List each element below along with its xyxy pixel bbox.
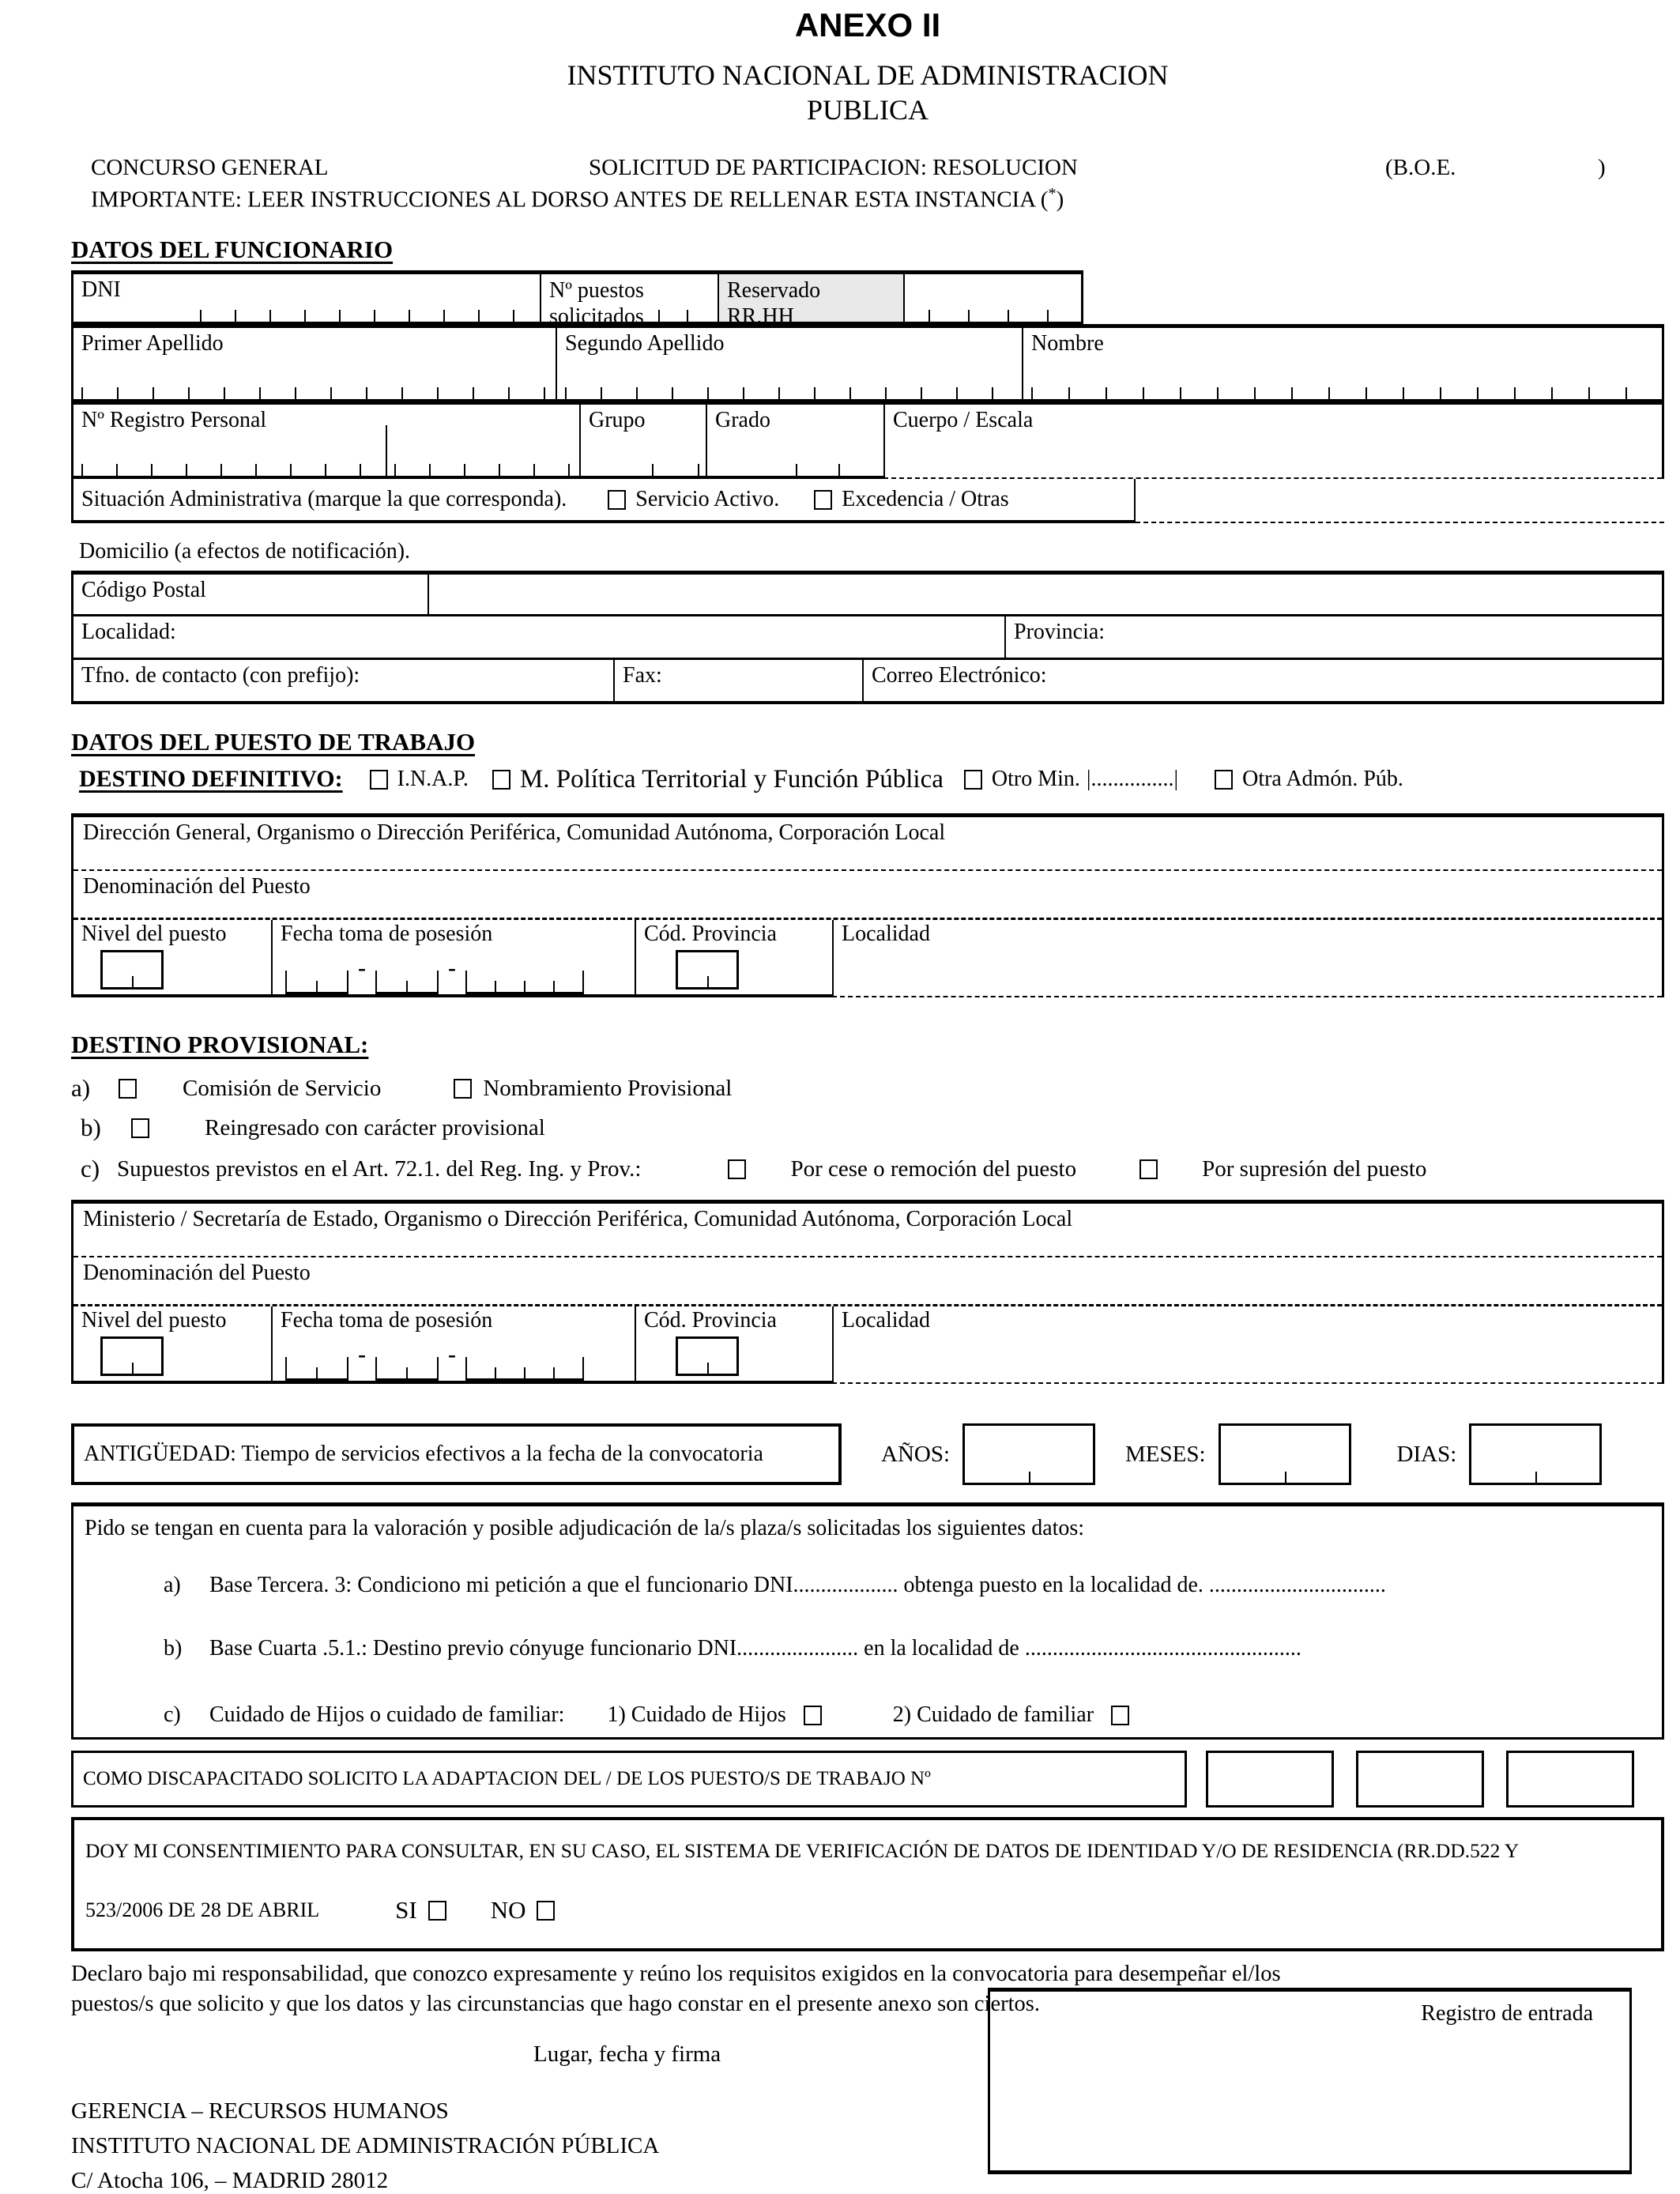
cuerpo-escala-field[interactable] — [883, 405, 1662, 479]
ministerio-secretaria-label: Ministerio / Secretaría de Estado, Organismo o Dirección Periférica, Comunidad Autónoma, Corporación Local — [83, 1207, 1073, 1231]
checkbox-por-supresion[interactable] — [1139, 1159, 1158, 1179]
fecha-year-comb-1 — [465, 971, 584, 994]
direccion-general-field[interactable] — [73, 817, 1662, 871]
footer-line2: INSTITUTO NACIONAL DE ADMINISTRACIÓN PÚBLICA — [71, 2133, 660, 2158]
fax-label: Fax: — [623, 663, 662, 688]
nivel-row-1 — [73, 920, 1662, 997]
primer-apellido-comb — [81, 387, 549, 399]
meses-box[interactable] — [1219, 1423, 1351, 1485]
checkbox-inap[interactable] — [370, 770, 388, 790]
cod-provincia-box-2[interactable] — [676, 1336, 739, 1376]
segundo-apellido-comb — [565, 387, 1015, 399]
discapacitado-row — [71, 1751, 1664, 1808]
checkbox-cuidado-hijos[interactable] — [804, 1706, 822, 1725]
correo-field[interactable] — [864, 660, 1662, 701]
localidad-puesto-label-2: Localidad — [842, 1308, 930, 1333]
otro-ministerio-dots-field[interactable]: |...............| — [1086, 767, 1179, 791]
grado-comb — [796, 464, 877, 476]
valoracion-option-b — [85, 1636, 1651, 1661]
reservado-label-line2: RR.HH — [727, 304, 794, 329]
reservado-value-cell[interactable] — [903, 274, 1081, 322]
denominacion-puesto-field-1[interactable] — [73, 871, 1662, 920]
dias-box[interactable] — [1469, 1423, 1602, 1485]
consentimiento-line2-row — [85, 1896, 1650, 1924]
no-label: NO — [490, 1896, 526, 1924]
direccion-field[interactable] — [429, 575, 1662, 614]
grado-label: Grado — [715, 408, 770, 432]
nivel-row-2 — [73, 1306, 1662, 1384]
num-puestos-label-line2: solicitados — [549, 304, 644, 329]
nivel-puesto-box-2[interactable] — [100, 1336, 164, 1376]
fecha-posesion-label-2: Fecha toma de posesión — [281, 1308, 493, 1333]
provisional-option-a — [71, 1073, 1664, 1103]
registro-entrada-box — [988, 1988, 1632, 2174]
checkbox-excedencia[interactable] — [814, 490, 832, 510]
ministerio-secretaria-field[interactable] — [73, 1204, 1662, 1257]
cod-provincia-field-2[interactable] — [635, 1306, 832, 1384]
header-meta-row — [71, 155, 1664, 183]
denominacion-puesto-label-2: Denominación del Puesto — [83, 1261, 311, 1285]
valoracion-a-label: a) — [164, 1573, 181, 1597]
cuidado-hijos-label: 1) Cuidado de Hijos — [607, 1702, 786, 1727]
segundo-apellido-label: Segundo Apellido — [565, 331, 725, 356]
primer-apellido-label: Primer Apellido — [81, 331, 224, 356]
por-supresion-label: Por supresión del puesto — [1202, 1155, 1427, 1182]
localidad-puesto-field-1[interactable] — [832, 920, 1662, 997]
importante-close-paren: ) — [1056, 187, 1064, 213]
denominacion-puesto-label-1: Denominación del Puesto — [83, 874, 311, 899]
fax-field[interactable] — [615, 660, 864, 701]
fecha-posesion-field-2[interactable] — [271, 1306, 635, 1384]
boe-close-paren: ) — [1598, 155, 1606, 180]
declaracion-text: Declaro bajo mi responsabilidad, que conozco expresamente y reúno los requisitos exigidos en la convocatoria para desempeñar el/los puestos/s que solicito y que los datos y las circunstancias que hago constar en el presente anexo son ciertos. — [71, 1962, 1281, 2016]
cod-provincia-box-1[interactable] — [676, 950, 739, 990]
grupo-label: Grupo — [589, 408, 646, 432]
checkbox-si[interactable] — [428, 1901, 446, 1921]
valoracion-option-a — [85, 1573, 1651, 1598]
importante-note — [71, 185, 1664, 215]
footer-line3: C/ Atocha 106, – MADRID 28012 — [71, 2168, 389, 2193]
num-puestos-comb — [658, 310, 713, 322]
org-name-line1: INSTITUTO NACIONAL DE ADMINISTRACION — [567, 59, 1169, 91]
footer-address — [71, 2094, 659, 2194]
fecha-comb-group-1 — [285, 956, 584, 994]
anos-box[interactable] — [962, 1423, 1095, 1485]
nivel-puesto-field-2[interactable] — [73, 1306, 271, 1384]
destino-provisional-box — [71, 1200, 1664, 1384]
registro-divider-tick — [386, 425, 387, 476]
funcionario-row4 — [71, 479, 1664, 523]
fecha-dash-1a: - — [358, 955, 366, 981]
fecha-day-comb-2 — [285, 1357, 348, 1381]
nivel-puesto-field-1[interactable] — [73, 920, 271, 997]
codigo-postal-label: Código Postal — [81, 578, 206, 602]
valoracion-c-label: c) — [164, 1702, 181, 1727]
num-puestos-label-line1: Nº puestos — [549, 278, 644, 303]
provisional-b-label: b) — [81, 1114, 101, 1141]
valoracion-b-text[interactable]: Base Cuarta .5.1.: Destino previo cónyuge funcionario DNI...................... en la localidad de .................................................. — [209, 1636, 1301, 1661]
cod-provincia-field-1[interactable] — [635, 920, 832, 997]
supuestos-label: Supuestos previstos en el Art. 72.1. del Reg. Ing. y Prov.: — [117, 1155, 642, 1182]
boe-label: (B.O.E. — [1385, 155, 1456, 180]
section-title-provisional: DESTINO PROVISIONAL: — [71, 1031, 369, 1058]
reingresado-label: Reingresado con carácter provisional — [205, 1114, 545, 1140]
funcionario-row2 — [71, 324, 1664, 401]
domicilio-row2 — [73, 614, 1662, 658]
checkbox-nombramiento-provisional[interactable] — [454, 1079, 472, 1099]
checkbox-otra-administracion[interactable] — [1215, 770, 1233, 790]
dni-comb — [200, 310, 535, 322]
discapacitado-box-3[interactable] — [1506, 1751, 1634, 1808]
reservado-label-line1: Reservado — [727, 278, 821, 303]
lugar-fecha-firma-label: Lugar, fecha y firma — [533, 2041, 721, 2067]
provincia-field[interactable] — [1006, 616, 1662, 658]
provisional-option-b — [71, 1113, 1664, 1143]
consentimiento-line2: 523/2006 DE 28 DE ABRIL — [85, 1898, 320, 1921]
section-title-funcionario: DATOS DEL FUNCIONARIO — [71, 236, 394, 263]
grupo-comb — [652, 464, 699, 476]
checkbox-cuidado-familiar[interactable] — [1111, 1706, 1129, 1725]
cod-provincia-label-1: Cód. Provincia — [644, 922, 777, 946]
localidad-label: Localidad: — [81, 620, 176, 644]
checkbox-reingresado[interactable] — [131, 1118, 149, 1138]
ministerio-politica-label: M. Política Territorial y Función Pública — [519, 764, 944, 794]
importante-text: IMPORTANTE: LEER INSTRUCCIONES AL DORSO ANTES DE RELLENAR ESTA INSTANCIA ( — [91, 187, 1049, 213]
por-cese-label: Por cese o remoción del puesto — [790, 1155, 1077, 1182]
localidad-field[interactable] — [73, 616, 1006, 658]
meses-label: MESES: — [1125, 1441, 1206, 1467]
valoracion-intro: Pido se tengan en cuenta para la valoración y posible adjudicación de la/s plaza/s solicitadas los siguientes datos: — [85, 1516, 1085, 1540]
direccion-general-label: Dirección General, Organismo o Dirección Periférica, Comunidad Autónoma, Corporación Local — [83, 820, 946, 845]
funcionario-row1 — [71, 270, 1083, 329]
fecha-dash-1b: - — [448, 955, 456, 981]
provisional-option-c — [71, 1154, 1664, 1184]
nombre-comb — [1031, 387, 1656, 399]
concurso-label: CONCURSO GENERAL — [91, 155, 329, 180]
fecha-dash-2a: - — [358, 1341, 366, 1367]
codigo-postal-field[interactable] — [73, 575, 429, 614]
segundo-apellido-field[interactable] — [556, 328, 1022, 399]
discapacitado-label-box — [71, 1751, 1187, 1808]
footer-line1: GERENCIA – RECURSOS HUMANOS — [71, 2098, 449, 2124]
localidad-puesto-label-1: Localidad — [842, 922, 930, 946]
consentimiento-box — [71, 1817, 1664, 1951]
funcionario-row3 — [71, 401, 1664, 479]
otro-ministerio-label: Otro Min. — [991, 767, 1080, 791]
discapacitado-box-1[interactable] — [1206, 1751, 1334, 1808]
domicilio-row1 — [73, 575, 1662, 614]
valoracion-option-c — [85, 1702, 1651, 1728]
situacion-dashed-extension — [1136, 479, 1664, 523]
antiguedad-label-box — [71, 1423, 842, 1485]
checkbox-servicio-activo[interactable] — [608, 490, 626, 510]
dias-label: DIAS: — [1396, 1441, 1457, 1467]
nivel-puesto-box-1[interactable] — [100, 950, 164, 990]
fecha-comb-group-2 — [285, 1343, 584, 1381]
reservado-rrhh-cell — [718, 274, 903, 329]
situacion-label: Situación Administrativa (marque la que corresponda). — [81, 487, 567, 511]
fecha-day-comb-1 — [285, 971, 348, 994]
primer-apellido-field[interactable] — [73, 328, 556, 399]
anos-label: AÑOS: — [881, 1441, 951, 1467]
domicilio-table — [71, 571, 1664, 704]
cuidado-familiar-label: 2) Cuidado de familiar — [892, 1702, 1094, 1727]
num-puestos-field[interactable] — [540, 274, 718, 329]
servicio-activo-label: Servicio Activo. — [635, 487, 780, 511]
valoracion-box — [71, 1502, 1664, 1740]
otra-administracion-label: Otra Admón. Púb. — [1242, 767, 1403, 791]
fecha-posesion-field-1[interactable] — [271, 920, 635, 997]
cuerpo-escala-label: Cuerpo / Escala — [893, 408, 1034, 432]
telefono-field[interactable] — [73, 660, 615, 701]
nombre-field[interactable] — [1022, 328, 1662, 399]
cuidado-label: Cuidado de Hijos o cuidado de familiar: — [209, 1702, 565, 1727]
section-title-puesto: DATOS DEL PUESTO DE TRABAJO — [71, 728, 476, 756]
discapacitado-box-2[interactable] — [1356, 1751, 1484, 1808]
valoracion-b-label: b) — [164, 1636, 183, 1661]
org-name-line2: PUBLICA — [806, 94, 929, 126]
fecha-dash-2b: - — [448, 1341, 456, 1367]
telefono-label: Tfno. de contacto (con prefijo): — [81, 663, 360, 688]
grado-field[interactable] — [706, 405, 883, 479]
checkbox-otro-ministerio[interactable] — [964, 770, 982, 790]
destino-definitivo-label: DESTINO DEFINITIVO: — [79, 766, 343, 792]
solicitud-label: SOLICITUD DE PARTICIPACION: RESOLUCION — [589, 155, 1078, 180]
dni-label: DNI — [81, 277, 121, 302]
checkbox-no[interactable] — [537, 1901, 555, 1921]
grupo-field[interactable] — [579, 405, 706, 479]
checkbox-comision-servicio[interactable] — [119, 1079, 137, 1099]
discapacitado-label: COMO DISCAPACITADO SOLICITO LA ADAPTACION DEL / DE LOS PUESTO/S DE TRABAJO Nº — [83, 1768, 931, 1789]
fecha-month-comb-2 — [375, 1357, 439, 1381]
fecha-posesion-label-1: Fecha toma de posesión — [281, 922, 493, 946]
antiguedad-row — [71, 1423, 1664, 1485]
si-label: SI — [395, 1896, 417, 1924]
situacion-administrativa-group — [71, 479, 1136, 523]
correo-label: Correo Electrónico: — [872, 663, 1047, 688]
checkbox-por-cese[interactable] — [728, 1159, 746, 1179]
provisional-c-label: c) — [81, 1155, 100, 1182]
cod-provincia-label-2: Cód. Provincia — [644, 1308, 777, 1333]
registro-personal-comb — [81, 464, 571, 476]
destino-definitivo-row — [71, 764, 1664, 794]
valoracion-a-text[interactable]: Base Tercera. 3: Condiciono mi petición a que el funcionario DNI................... obtenga puesto en la localidad de. ................................ — [209, 1573, 1386, 1597]
signature-region — [71, 1959, 1664, 2194]
checkbox-ministerio-politica[interactable] — [492, 770, 510, 790]
provisional-a-label: a) — [71, 1074, 91, 1102]
registro-personal-label: Nº Registro Personal — [81, 408, 267, 432]
registro-entrada-label: Registro de entrada — [1421, 2001, 1593, 2026]
nombramiento-provisional-label: Nombramiento Provisional — [483, 1075, 733, 1101]
domicilio-row3 — [73, 658, 1662, 701]
nivel-puesto-label-1: Nivel del puesto — [81, 922, 227, 946]
domicilio-heading: Domicilio (a efectos de notificación). — [79, 539, 411, 564]
nivel-puesto-label-2: Nivel del puesto — [81, 1308, 227, 1333]
reservado-comb — [929, 310, 1062, 322]
localidad-puesto-field-2[interactable] — [832, 1306, 1662, 1384]
excedencia-label: Excedencia / Otras — [842, 487, 1009, 511]
page-title: ANEXO II — [794, 6, 941, 43]
consentimiento-line1: DOY MI CONSENTIMIENTO PARA CONSULTAR, EN SU CASO, EL SISTEMA DE VERIFICACIÓN DE DATOS DE IDENTIDAD Y/O DE RESIDENCIA (RR.DD.522 Y — [85, 1839, 1520, 1862]
provincia-label: Provincia: — [1014, 620, 1106, 644]
denominacion-puesto-field-2[interactable] — [73, 1257, 1662, 1306]
registro-personal-field[interactable] — [73, 405, 579, 479]
nombre-label: Nombre — [1031, 331, 1104, 356]
dni-field[interactable] — [73, 274, 540, 322]
importante-asterisk: * — [1048, 185, 1057, 202]
fecha-month-comb-1 — [375, 971, 439, 994]
antiguedad-label: ANTIGÜEDAD: Tiempo de servicios efectivos a la fecha de la convocatoria — [84, 1442, 763, 1466]
inap-label: I.N.A.P. — [397, 767, 469, 791]
comision-servicio-label: Comisión de Servicio — [183, 1075, 382, 1101]
destino-definitivo-box — [71, 813, 1664, 997]
fecha-year-comb-2 — [465, 1357, 584, 1381]
